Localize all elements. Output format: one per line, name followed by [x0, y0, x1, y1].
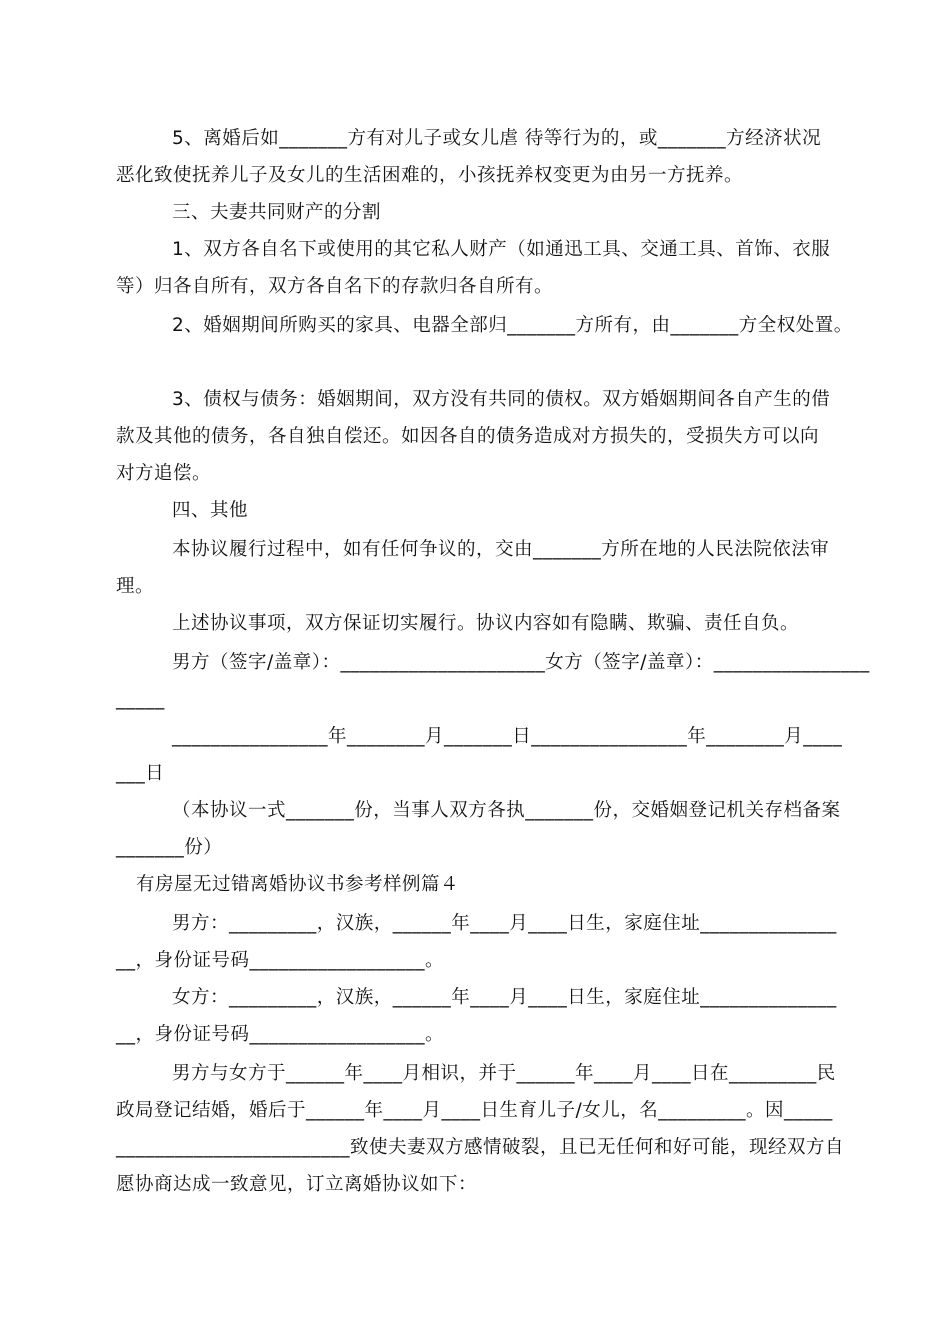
paragraph-line: __，身份证号码__________________。	[116, 1024, 445, 1045]
paragraph-line: 理。	[116, 576, 155, 597]
paragraph-line: 本协议履行过程中，如有任何争议的，交由_______方所在地的人民法院依法审	[172, 539, 830, 560]
paragraph-line: 上述协议事项，双方保证切实履行。协议内容如有隐瞒、欺骗、责任自负。	[172, 613, 800, 634]
paragraph-line: 男方：_________，汉族，______年____月____日生，家庭住址______________	[172, 913, 837, 934]
paragraph-line: 3、债权与债务：婚姻期间，双方没有共同的债权。双方婚姻期间各自产生的借	[172, 389, 831, 410]
date-line: ________________年________月_______日________________年________月____	[172, 726, 843, 747]
paragraph-line: 款及其他的债务，各自独自偿还。如因各自的债务造成对方损失的，受损失方可以向	[116, 426, 820, 447]
paragraph-line: 5、离婚后如_______方有对儿子或女儿虐 待等行为的，或_______方经济状况	[172, 128, 822, 149]
section-heading: 三、夫妻共同财产的分割	[172, 202, 382, 223]
paragraph-line: 2、婚姻期间所购买的家具、电器全部归_______方所有，由_______方全权处置。	[172, 315, 853, 336]
paragraph-line: 1、双方各自名下或使用的其它私人财产（如通迅工具、交通工具、首饰、衣服	[172, 239, 831, 260]
paragraph-line: 对方追偿。	[116, 463, 212, 484]
section-heading: 四、其他	[172, 500, 249, 521]
paragraph-line: 政局登记结婚，婚后于______年____月____日生育儿子/女儿，名_________。因_____	[116, 1100, 833, 1121]
paragraph-line: （本协议一式_______份，当事人双方各执_______份，交婚姻登记机关存档备案	[172, 800, 841, 821]
paragraph-line: __，身份证号码__________________。	[116, 950, 445, 971]
signature-line: 男方（签字/盖章）：_____________________女方（签字/盖章）：________________	[172, 652, 870, 673]
signature-line: _____	[116, 689, 165, 710]
paragraph-line: 男方与女方于______年____月相识，并于______年____月____日在_________民	[172, 1063, 836, 1084]
paragraph-line: ________________________致使夫妻双方感情破裂，且已无任何和好可能，现经双方自	[116, 1137, 845, 1158]
date-line: ___日	[116, 763, 165, 784]
paragraph-line: 女方：_________，汉族，______年____月____日生，家庭住址______________	[172, 987, 837, 1008]
paragraph-line: 恶化致使抚养儿子及女儿的生活困难的，小孩抚养权变更为由另一方抚养。	[116, 165, 744, 186]
paragraph-line: _______份）	[116, 837, 223, 858]
paragraph-line: 愿协商达成一致意见，订立离婚协议如下：	[116, 1174, 478, 1195]
paragraph-line: 等）归各自所有，双方各自名下的存款归各自所有。	[116, 276, 554, 297]
document-title: 有房屋无过错离婚协议书参考样例篇４	[136, 874, 460, 895]
